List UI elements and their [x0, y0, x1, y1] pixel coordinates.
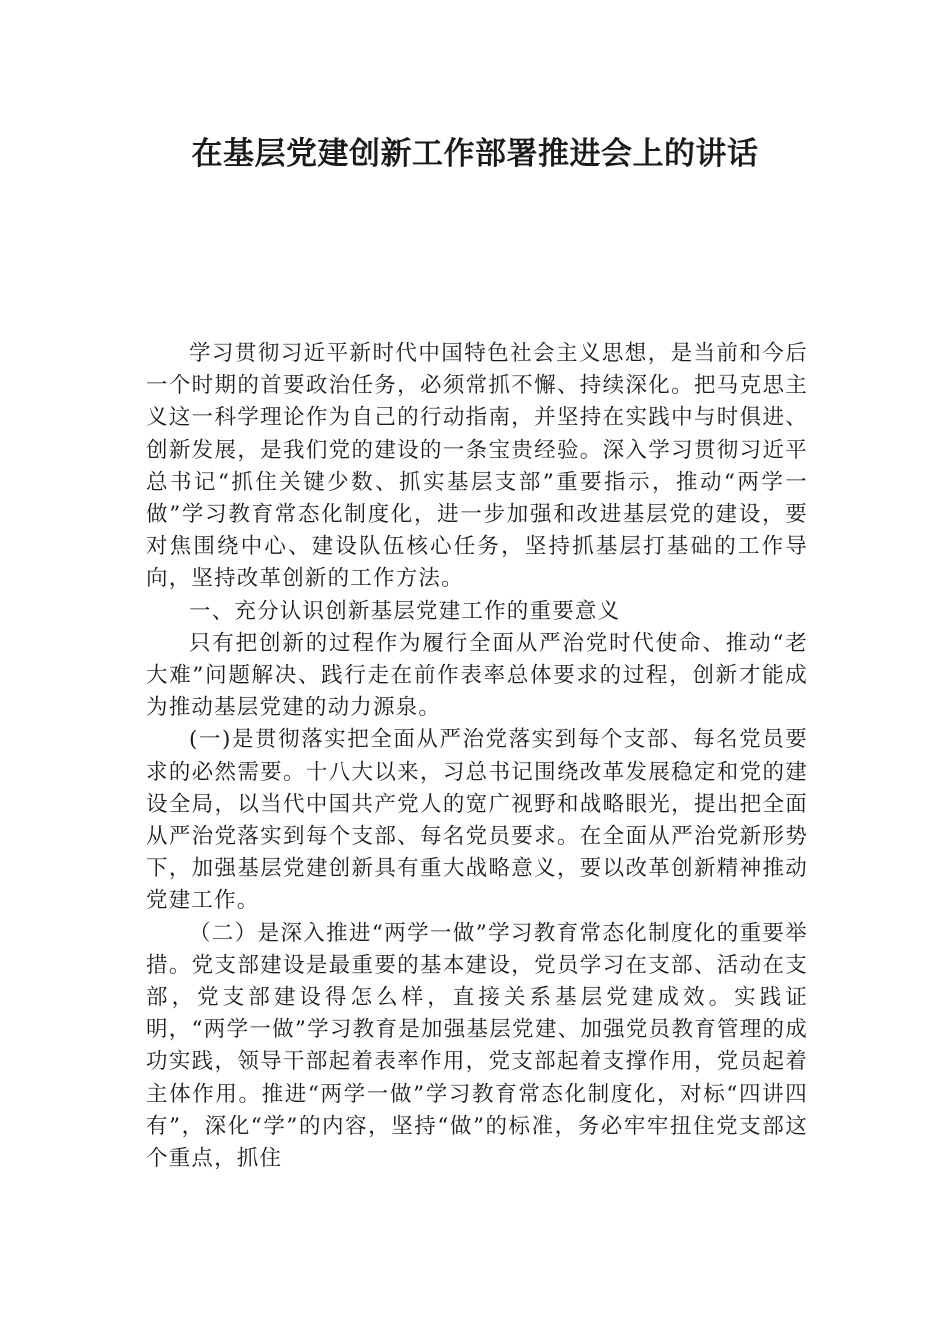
document-title: 在基层党建创新工作部署推进会上的讲话	[191, 136, 759, 172]
paragraph-point-1: (一)是贯彻落实把全面从严治党落实到每个支部、每名党员要求的必然需要。十八大以来，习总书记围绕改革发展稳定和党的建设全局，以当代中国共产党人的宽广视野和战略眼光，提出把全面从严治党落实到每个支部、每名党员要求。在全面从严治党新形势下，加强基层党建创新具有重大战略意义，要以改革创新精神推动党建工作。	[146, 727, 808, 914]
document-body	[146, 338, 808, 1175]
paragraph-intro: 学习贯彻习近平新时代中国特色社会主义思想，是当前和今后一个时期的首要政治任务，必须常抓不懈、持续深化。把马克思主义这一科学理论作为自己的行动指南，并坚持在实践中与时俱进、创新发展，是我们党的建设的一条宝贵经验。深入学习贯彻习近平总书记“抓住关键少数、抓实基层支部”重要指示，推动“两学一做”学习教育常态化制度化，进一步加强和改进基层党的建设，要对焦围绕中心、建设队伍核心任务，坚持抓基层打基础的工作导向，坚持改革创新的工作方法。	[146, 341, 808, 592]
paragraph-point-2: （二）是深入推进“两学一做”学习教育常态化制度化的重要举措。党支部建设是最重要的基本建设，党员学习在支部、活动在支部，党支部建设得怎么样，直接关系基层党建成效。实践证明，“两学一做”学习教育是加强基层党建、加强党员教育管理的成功实践，领导干部起着表率作用，党支部起着支撑作用，党员起着主体作用。推进“两学一做”学习教育常态化制度化，对标“四讲四有”，深化“学”的内容，坚持“做”的标准，务必牢牢扭住党支部这个重点，抓住	[146, 920, 808, 1172]
paragraph-section-1-intro: 只有把创新的过程作为履行全面从严治党时代使命、推动“老大难”问题解决、践行走在前作表率总体要求的过程，创新才能成为推动基层党建的动力源泉。	[146, 630, 808, 721]
section-heading-1: 一、充分认识创新基层党建工作的重要意义	[189, 598, 621, 624]
